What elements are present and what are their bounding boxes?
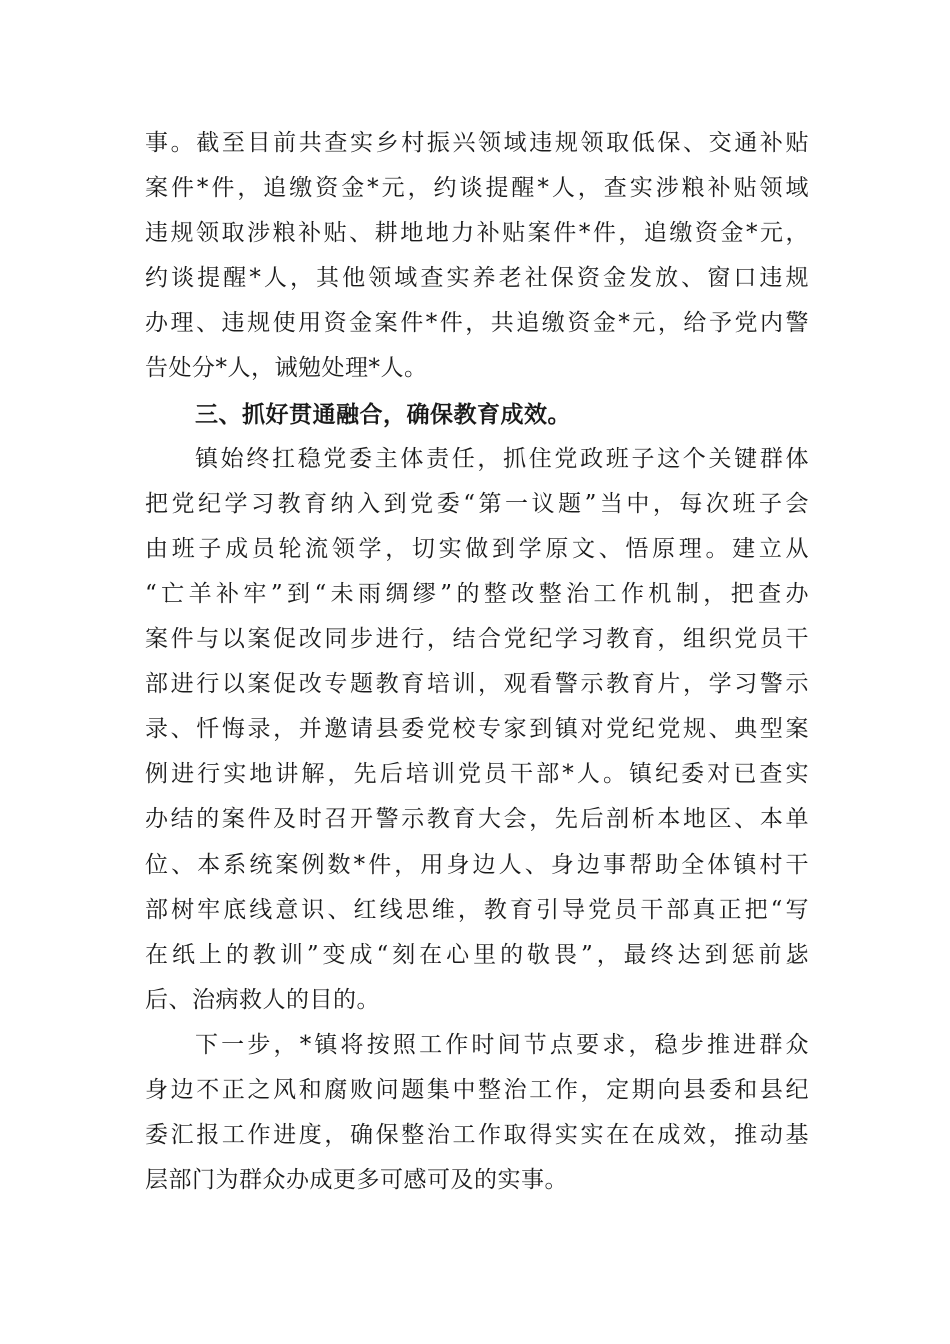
- text-line: 例进行实地讲解，先后培训党员干部*人。镇纪委对已查实: [145, 761, 809, 788]
- paragraph-education: [145, 437, 809, 1023]
- text-line: 案件与以案促改同步进行，结合党纪学习教育，组织党员干: [145, 626, 809, 653]
- section-heading: 三、抓好贯通融合，确保教育成效。: [195, 400, 571, 428]
- text-line: 层部门为群众办成更多可感可及的实事。: [145, 1167, 568, 1194]
- text-line: 办结的案件及时召开警示教育大会，先后剖析本地区、本单: [145, 806, 809, 833]
- text-line: 身边不正之风和腐败问题集中整治工作，定期向县委和县纪: [145, 1076, 809, 1103]
- text-line: 位、本系统案例数*件，用身边人、身边事帮助全体镇村干: [145, 851, 809, 878]
- paragraph-case-summary: [145, 121, 809, 392]
- text-line: 由班子成员轮流领学，切实做到学原文、悟原理。建立从: [145, 535, 809, 562]
- text-line: 案件*件，追缴资金*元，约谈提醒*人，查实涉粮补贴领域: [145, 175, 809, 202]
- paragraph-next-steps: [145, 1023, 809, 1203]
- document-page: [145, 121, 809, 1203]
- text-line: 委汇报工作进度，确保整治工作取得实实在在成效，推动基: [145, 1122, 809, 1149]
- text-line: 事。截至目前共查实乡村振兴领域违规领取低保、交通补贴: [145, 130, 809, 156]
- text-line: 下一步，*镇将按照工作时间节点要求，稳步推进群众: [195, 1031, 809, 1058]
- text-line: 后、治病救人的目的。: [145, 986, 380, 1013]
- text-line: 在纸上的教训”变成“刻在心里的敬畏”，最终达到惩前毖: [145, 941, 809, 968]
- text-line: 违规领取涉粮补贴、耕地地力补贴案件*件，追缴资金*元，: [145, 220, 809, 247]
- text-line: 约谈提醒*人，其他领域查实养老社保资金发放、窗口违规: [145, 265, 809, 292]
- text-line: 录、忏悔录，并邀请县委党校专家到镇对党纪党规、典型案: [145, 716, 809, 743]
- text-line: 告处分*人，诫勉处理*人。: [145, 355, 428, 382]
- text-line: 把党纪学习教育纳入到党委“第一议题”当中，每次班子会: [145, 490, 809, 517]
- text-line: 部树牢底线意识、红线思维，教育引导党员干部真正把“写: [145, 896, 809, 923]
- text-line: “亡羊补牢”到“未雨绸缪”的整改整治工作机制，把查办: [145, 580, 809, 607]
- text-line: 办理、违规使用资金案件*件，共追缴资金*元，给予党内警: [145, 310, 809, 337]
- text-line: 镇始终扛稳党委主体责任，抓住党政班子这个关键群体: [195, 445, 809, 472]
- text-line: 部进行以案促改专题教育培训，观看警示教育片，学习警示: [145, 671, 809, 698]
